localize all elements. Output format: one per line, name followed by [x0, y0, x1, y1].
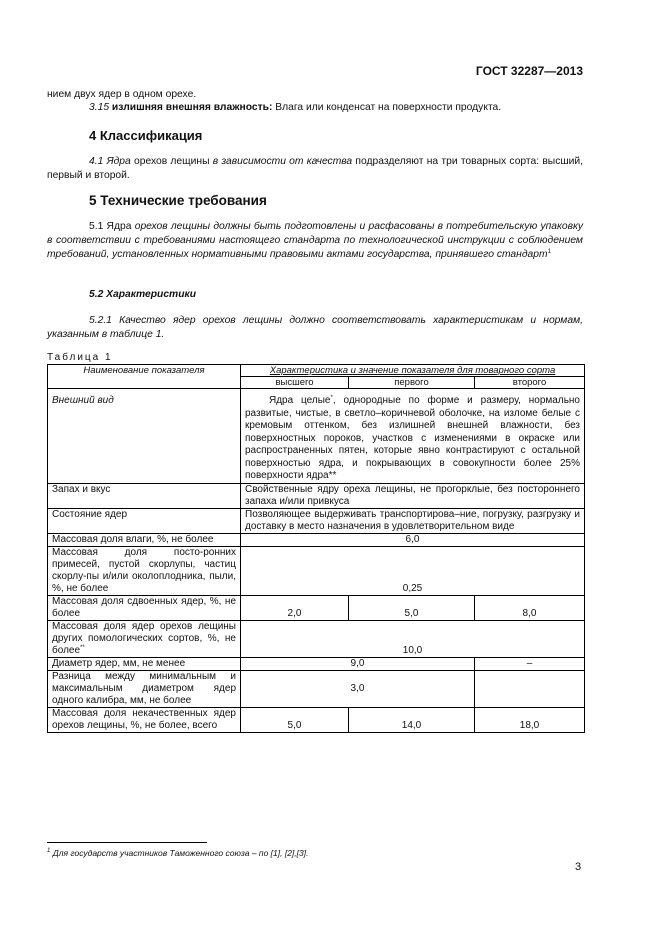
table-row [48, 483, 585, 508]
row-value-grade-2: 5,0 [349, 595, 475, 620]
row-value: Позволяющее выдерживать транспортирова–ние, погрузку, разгрузку и доставку в место назначения в удовлетворительном виде [241, 508, 585, 533]
table-row [48, 670, 585, 707]
subsection-5-2-heading [47, 288, 583, 302]
clause-number: 3.15 [89, 102, 110, 113]
clause-number: 5.1 Ядра [89, 221, 132, 232]
row-name: Запах и вкус [48, 483, 241, 508]
section-5-heading: 5 Технические требования [89, 193, 267, 208]
row-name: Массовая доля влаги, %, не более [48, 533, 241, 546]
row-name: Массовая доля ядер орехов лещины других помологических сортов, %, не более** [48, 620, 241, 657]
clause-4-1 [47, 155, 583, 183]
clause-text-a: Ядра [106, 156, 131, 167]
footnote [47, 848, 308, 858]
row-name: Внешний вид [48, 389, 241, 484]
row-name: Массовая доля сдвоенных ядер, %, не более [48, 595, 241, 620]
footnote-separator [47, 842, 207, 843]
row-value-grade-1: 5,0 [241, 707, 349, 732]
row-value-grade-3-empty [475, 670, 585, 707]
term: излишняя внешняя влажность: [111, 102, 273, 113]
characteristics-table [47, 364, 585, 733]
row-name: Разница между минимальным и максимальным диаметром ядер одного калибра, мм, не более [48, 670, 241, 707]
subsection-title: 5.2 Характеристики [89, 289, 197, 300]
table-row [48, 707, 585, 732]
row-value-grade-1: 2,0 [241, 595, 349, 620]
continued-text: нием двух ядер в одном орехе. [47, 89, 197, 100]
row-value-grade-3: 18,0 [475, 707, 585, 732]
clause-text: 5.2.1 Качество ядер орехов лещины должно соответствовать характеристикам и нормам, указанным в таблице 1. [47, 315, 583, 340]
row-value-grade-1-2: 9,0 [241, 657, 475, 670]
row-value: 6,0 [241, 533, 585, 546]
row-name: Массовая доля посто-ронних примесей, пустой скорлупы, частиц скорлу-пы и/или околоплодника, пыли, %, не более [48, 546, 241, 595]
table-row [48, 533, 585, 546]
row-value-grade-1-2: 3,0 [241, 670, 475, 707]
clause-text-d: подразделяют на три товарных сорта: высший, первый и второй. [47, 156, 583, 181]
clause-text-c: в зависимости от качества [212, 156, 353, 167]
table-row [48, 546, 585, 595]
clause-number: 4.1 [89, 156, 104, 167]
row-value-grade-2: 14,0 [349, 707, 475, 732]
row-value: 0,25 [241, 546, 585, 595]
table-row [48, 389, 585, 484]
row-name: Массовая доля некачественных ядер орехов лещины, %, не более, всего [48, 707, 241, 732]
row-value: Ядра целые*, однородные по форме и размеру, нормально развитые, чистые, в светло–коричневой оболочке, на изломе белые с кремовым оттенком, без излишней внешней влажности, без поверхностных пороков, участков с изменениями в окраске или распространенных пятен, которые явно контрастируют с остальной поверхностью ядра, и покрывающих в совокупности более 25% поверхности ядра** [241, 389, 585, 484]
clause-5-1 [47, 220, 583, 262]
table-row [48, 657, 585, 670]
row-name: Диаметр ядер, мм, не менее [48, 657, 241, 670]
definition: Влага или конденсат на поверхности продукта. [275, 102, 502, 113]
row-value: Свойственные ядру ореха лещины, не прогорклые, без постороннего запаха и/или привкуса [241, 483, 585, 508]
clause-3-15 [47, 101, 583, 115]
grade-header-1: высшего [241, 377, 349, 389]
page-number: 3 [575, 861, 582, 873]
footnote-text: Для государств участников Таможенного союза – по [1], [2],[3]. [52, 848, 309, 858]
table-row [48, 595, 585, 620]
table-row [48, 508, 585, 533]
footnote-ref: 1 [547, 249, 551, 255]
table-row [48, 620, 585, 657]
clause-5-2-1 [47, 314, 583, 342]
column-header-name: Наименование показателя [48, 365, 241, 389]
standard-number: ГОСТ 32287—2013 [475, 64, 583, 78]
table-header-row [48, 365, 585, 377]
grade-header-2: первого [349, 377, 475, 389]
row-value-grade-3: – [475, 657, 585, 670]
clause-text: орехов лещины должны быть подготовлены и расфасованы в потребительскую упаковку в соответствии с требованиями настоящего стандарта по технологической инструкции с соблюдением требований, установленных нормативными правовыми актами государства, принявшего стандарт [47, 221, 583, 260]
footnote-marker: 1 [47, 848, 51, 854]
row-value-grade-3: 8,0 [475, 595, 585, 620]
row-value: 10,0 [241, 620, 585, 657]
clause-text-b: орехов лещины [134, 156, 210, 167]
column-header-group: Характеристика и значение показателя для товарного сорта [241, 365, 585, 377]
grade-header-3: второго [475, 377, 585, 389]
section-4-heading: 4 Классификация [89, 128, 203, 143]
row-name: Состояние ядер [48, 508, 241, 533]
table-caption: Таблица 1 [47, 352, 113, 363]
